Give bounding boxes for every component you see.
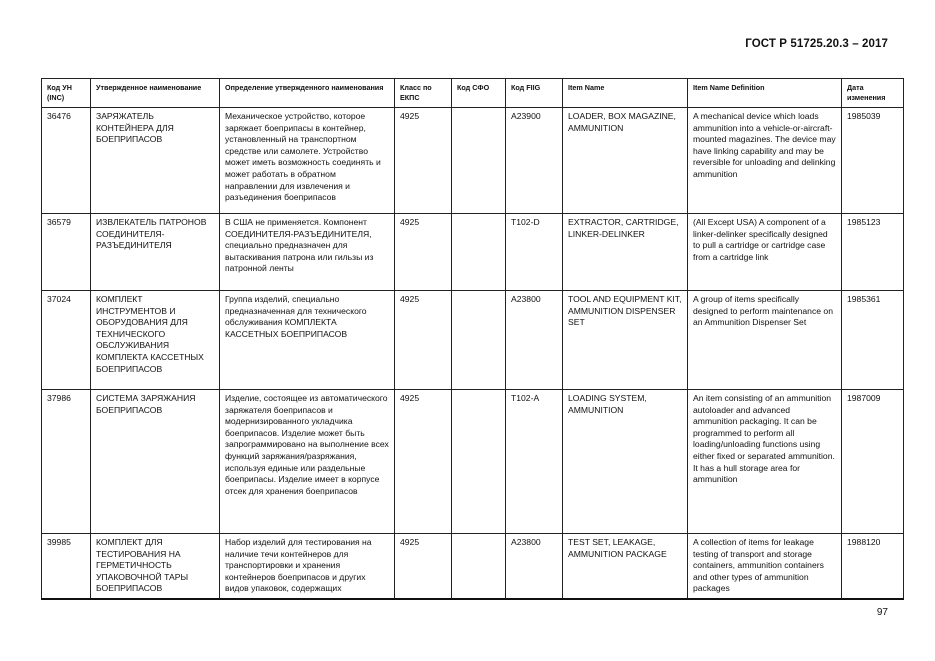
cell-sfo	[452, 108, 506, 214]
cell-inc: 37986	[42, 390, 91, 534]
table-row	[42, 108, 904, 214]
cell-sfo	[452, 534, 506, 599]
table-row	[42, 390, 904, 534]
cell-class: 4925	[395, 390, 452, 534]
cell-date: 1985361	[842, 291, 904, 390]
header-inc: Код УН (INC)	[42, 79, 91, 108]
cell-item-name: TOOL AND EQUIPMENT KIT, AMMUNITION DISPENSER SET	[563, 291, 688, 390]
cell-item-name: TEST SET, LEAKAGE, AMMUNITION PACKAGE	[563, 534, 688, 599]
cell-class: 4925	[395, 108, 452, 214]
cell-date: 1987009	[842, 390, 904, 534]
header-item-name: Item Name	[563, 79, 688, 108]
page-number: 97	[876, 607, 888, 618]
cell-fiig: A23800	[506, 291, 563, 390]
header-sfo: Код СФО	[452, 79, 506, 108]
cell-item-name: LOADING SYSTEM, AMMUNITION	[563, 390, 688, 534]
nomenclature-table	[41, 78, 904, 600]
cell-fiig: A23900	[506, 108, 563, 214]
cell-date: 1985123	[842, 214, 904, 291]
document-standard-header: ГОСТ Р 51725.20.3 – 2017	[745, 38, 888, 50]
cell-sfo	[452, 390, 506, 534]
cell-class: 4925	[395, 291, 452, 390]
cell-sfo	[452, 291, 506, 390]
cell-item-definition: A group of items specifically designed to perform maintenance on an Ammunition Dispenser Set	[688, 291, 842, 390]
header-approved-name: Утвержденное наименование	[91, 79, 220, 108]
cell-item-definition: An item consisting of an ammunition autoloader and advanced ammunition packaging. It can be programmed to perform all loading/unloading functions using either fixed or separated ammunition. It has a hull storage area for ammunition	[688, 390, 842, 534]
cell-item-name: LOADER, BOX MAGAZINE, AMMUNITION	[563, 108, 688, 214]
header-class: Класс по ЕКПС	[395, 79, 452, 108]
cell-definition: В США не применяется. Компонент СОЕДИНИТЕЛЯ-РАЗЪЕДИНИТЕЛЯ, специально предназначен для вытаскивания патрона или гильзы из патронной ленты	[220, 214, 395, 291]
cell-definition: Группа изделий, специально предназначенная для технического обслуживания КОМПЛЕКТА КАССЕТНЫХ БОЕПРИПАСОВ	[220, 291, 395, 390]
cell-inc: 36476	[42, 108, 91, 214]
header-fiig: Код FIIG	[506, 79, 563, 108]
cell-inc: 39985	[42, 534, 91, 599]
cell-item-definition: A collection of items for leakage testing of transport and storage containers, ammunition containers and other types of ammunition packages	[688, 534, 842, 599]
cell-approved-name: КОМПЛЕКТ ДЛЯ ТЕСТИРОВАНИЯ НА ГЕРМЕТИЧНОСТЬ УПАКОВОЧНОЙ ТАРЫ БОЕПРИПАСОВ	[91, 534, 220, 599]
cell-sfo	[452, 214, 506, 291]
cell-date: 1988120	[842, 534, 904, 599]
cell-definition: Изделие, состоящее из автоматического заряжателя боеприпасов и модернизированного укладчика боеприпасов. Изделие может быть запрограммировано на выполнение всех функций заряжания/разряжания, используя единые или раздельные боеприпасы. Изделие имеет в корпусе отсек для хранения боеприпасов	[220, 390, 395, 534]
cell-item-name: EXTRACTOR, CARTRIDGE, LINKER-DELINKER	[563, 214, 688, 291]
cell-fiig: T102-A	[506, 390, 563, 534]
cell-approved-name: КОМПЛЕКТ ИНСТРУМЕНТОВ И ОБОРУДОВАНИЯ ДЛЯ ТЕХНИЧЕСКОГО ОБСЛУЖИВАНИЯ КОМПЛЕКТА КАССЕТНЫХ БОЕПРИПАСОВ	[91, 291, 220, 390]
table-header-row	[42, 79, 904, 108]
cell-class: 4925	[395, 214, 452, 291]
table-row	[42, 534, 904, 599]
cell-class: 4925	[395, 534, 452, 599]
cell-approved-name: СИСТЕМА ЗАРЯЖАНИЯ БОЕПРИПАСОВ	[91, 390, 220, 534]
cell-date: 1985039	[842, 108, 904, 214]
cell-fiig: T102-D	[506, 214, 563, 291]
cell-definition: Механическое устройство, которое заряжает боеприпасы в контейнер, установленный на транспортном средстве или самолете. Устройство может иметь возможность соединять и может работать в обратном направлении для извлечения и разъединения боеприпасов	[220, 108, 395, 214]
table-row	[42, 214, 904, 291]
cell-approved-name: ИЗВЛЕКАТЕЛЬ ПАТРОНОВ СОЕДИНИТЕЛЯ-РАЗЪЕДИНИТЕЛЯ	[91, 214, 220, 291]
cell-fiig: A23800	[506, 534, 563, 599]
header-item-definition: Item Name Definition	[688, 79, 842, 108]
table-row	[42, 291, 904, 390]
cell-definition: Набор изделий для тестирования на наличие течи контейнеров для транспортировки и хранения контейнеров боеприпасов и других видов упаковок, содержащих	[220, 534, 395, 599]
cell-inc: 36579	[42, 214, 91, 291]
cell-inc: 37024	[42, 291, 91, 390]
cell-item-definition: (All Except USA) A component of a linker-delinker specifically designed to pull a cartridge or cartridge case from a cartridge link	[688, 214, 842, 291]
cell-approved-name: ЗАРЯЖАТЕЛЬ КОНТЕЙНЕРА ДЛЯ БОЕПРИПАСОВ	[91, 108, 220, 214]
header-date: Дата изменения	[842, 79, 904, 108]
cell-item-definition: A mechanical device which loads ammunition into a vehicle-or-aircraft-mounted magazines. The device may have linking capability and may be reversible for unloading and delinking ammunition	[688, 108, 842, 214]
header-definition: Определение утвержденного наименования	[220, 79, 395, 108]
